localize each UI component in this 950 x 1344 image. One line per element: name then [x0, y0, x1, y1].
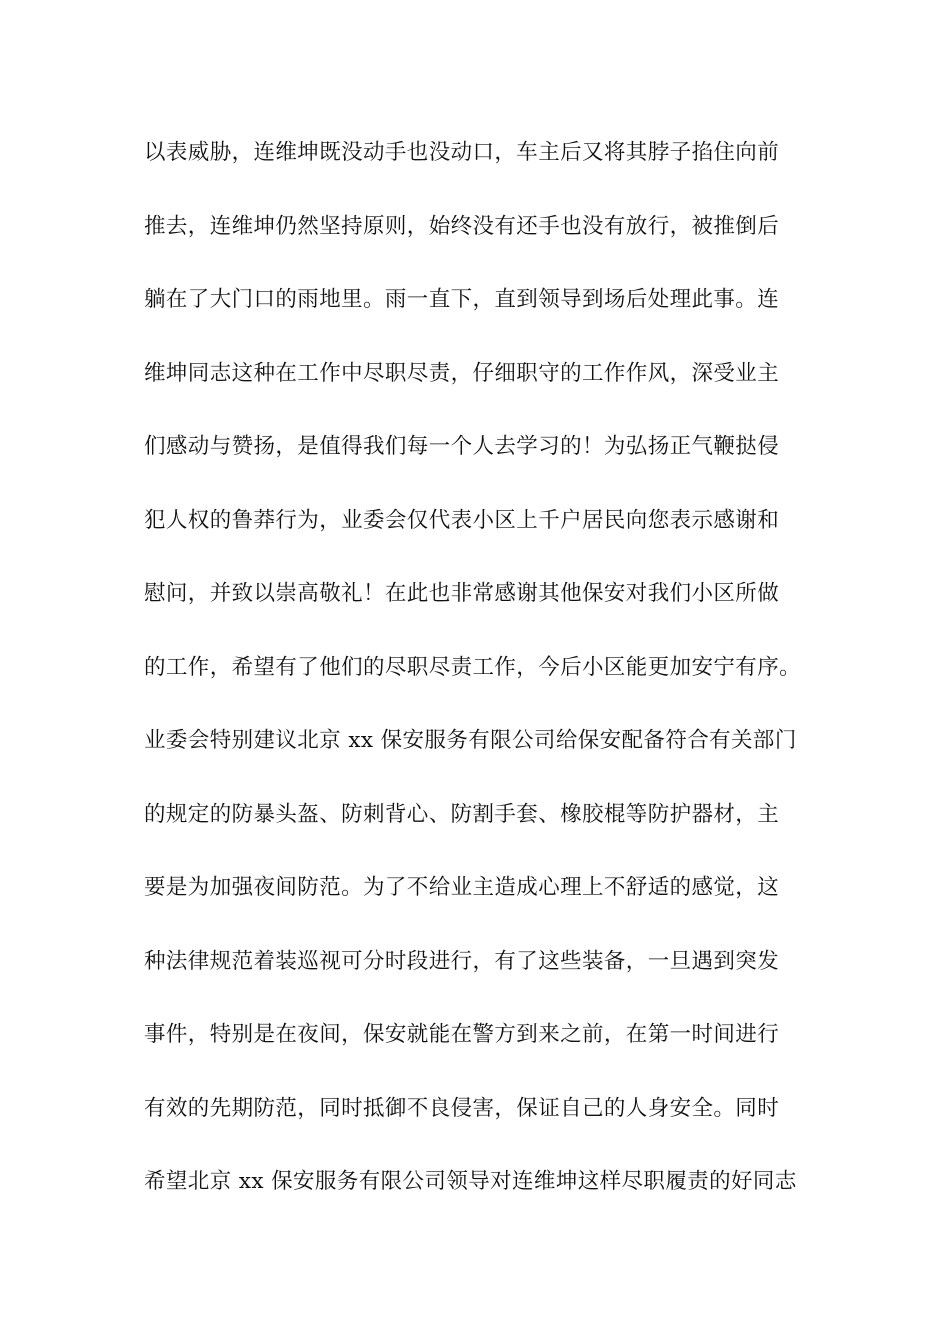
text-line: 要是为加强夜间防范。为了不给业主造成心理上不舒适的感觉，这: [144, 875, 780, 900]
text-line: 业委会特别建议北京 xx 保安服务有限公司给保安配备符合有关部门: [144, 728, 797, 753]
text-line: 种法律规范着装巡视可分时段进行，有了这些装备，一旦遇到突发: [144, 948, 780, 974]
body-text: [144, 130, 824, 1233]
text-line: 事件，特别是在夜间，保安就能在警方到来之前，在第一时间进行: [144, 1022, 780, 1047]
text-line: 躺在了大门口的雨地里。雨一直下，直到领导到场后处理此事。连: [144, 287, 780, 312]
text-line: 维坤同志这种在工作中尽职尽责，仔细职守的工作作风，深受业主: [144, 360, 780, 386]
text-line: 推去，连维坤仍然坚持原则，始终没有还手也没有放行，被推倒后: [144, 213, 780, 239]
text-line: 以表威胁，连维坤既没动手也没动口，车主后又将其脖子掐住向前: [144, 140, 780, 165]
text-line: 有效的先期防范，同时抵御不良侵害，保证自己的人身安全。同时: [144, 1095, 780, 1121]
text-line: 的工作，希望有了他们的尽职尽责工作，今后小区能更加安宁有序。: [144, 654, 802, 680]
text-line: 慰问，并致以崇高敬礼！在此也非常感谢其他保安对我们小区所做: [144, 581, 780, 606]
text-line: 希望北京 xx 保安服务有限公司领导对连维坤这样尽职履责的好同志: [144, 1169, 797, 1194]
text-line: 犯人权的鲁莽行为，业委会仅代表小区上千户居民向您表示感谢和: [144, 507, 780, 533]
text-line: 的规定的防暴头盔、防刺背心、防割手套、橡胶棍等防护器材，主: [144, 801, 780, 827]
text-line: 们感动与赞扬，是值得我们每一个人去学习的！为弘扬正气鞭挞侵: [144, 434, 780, 459]
